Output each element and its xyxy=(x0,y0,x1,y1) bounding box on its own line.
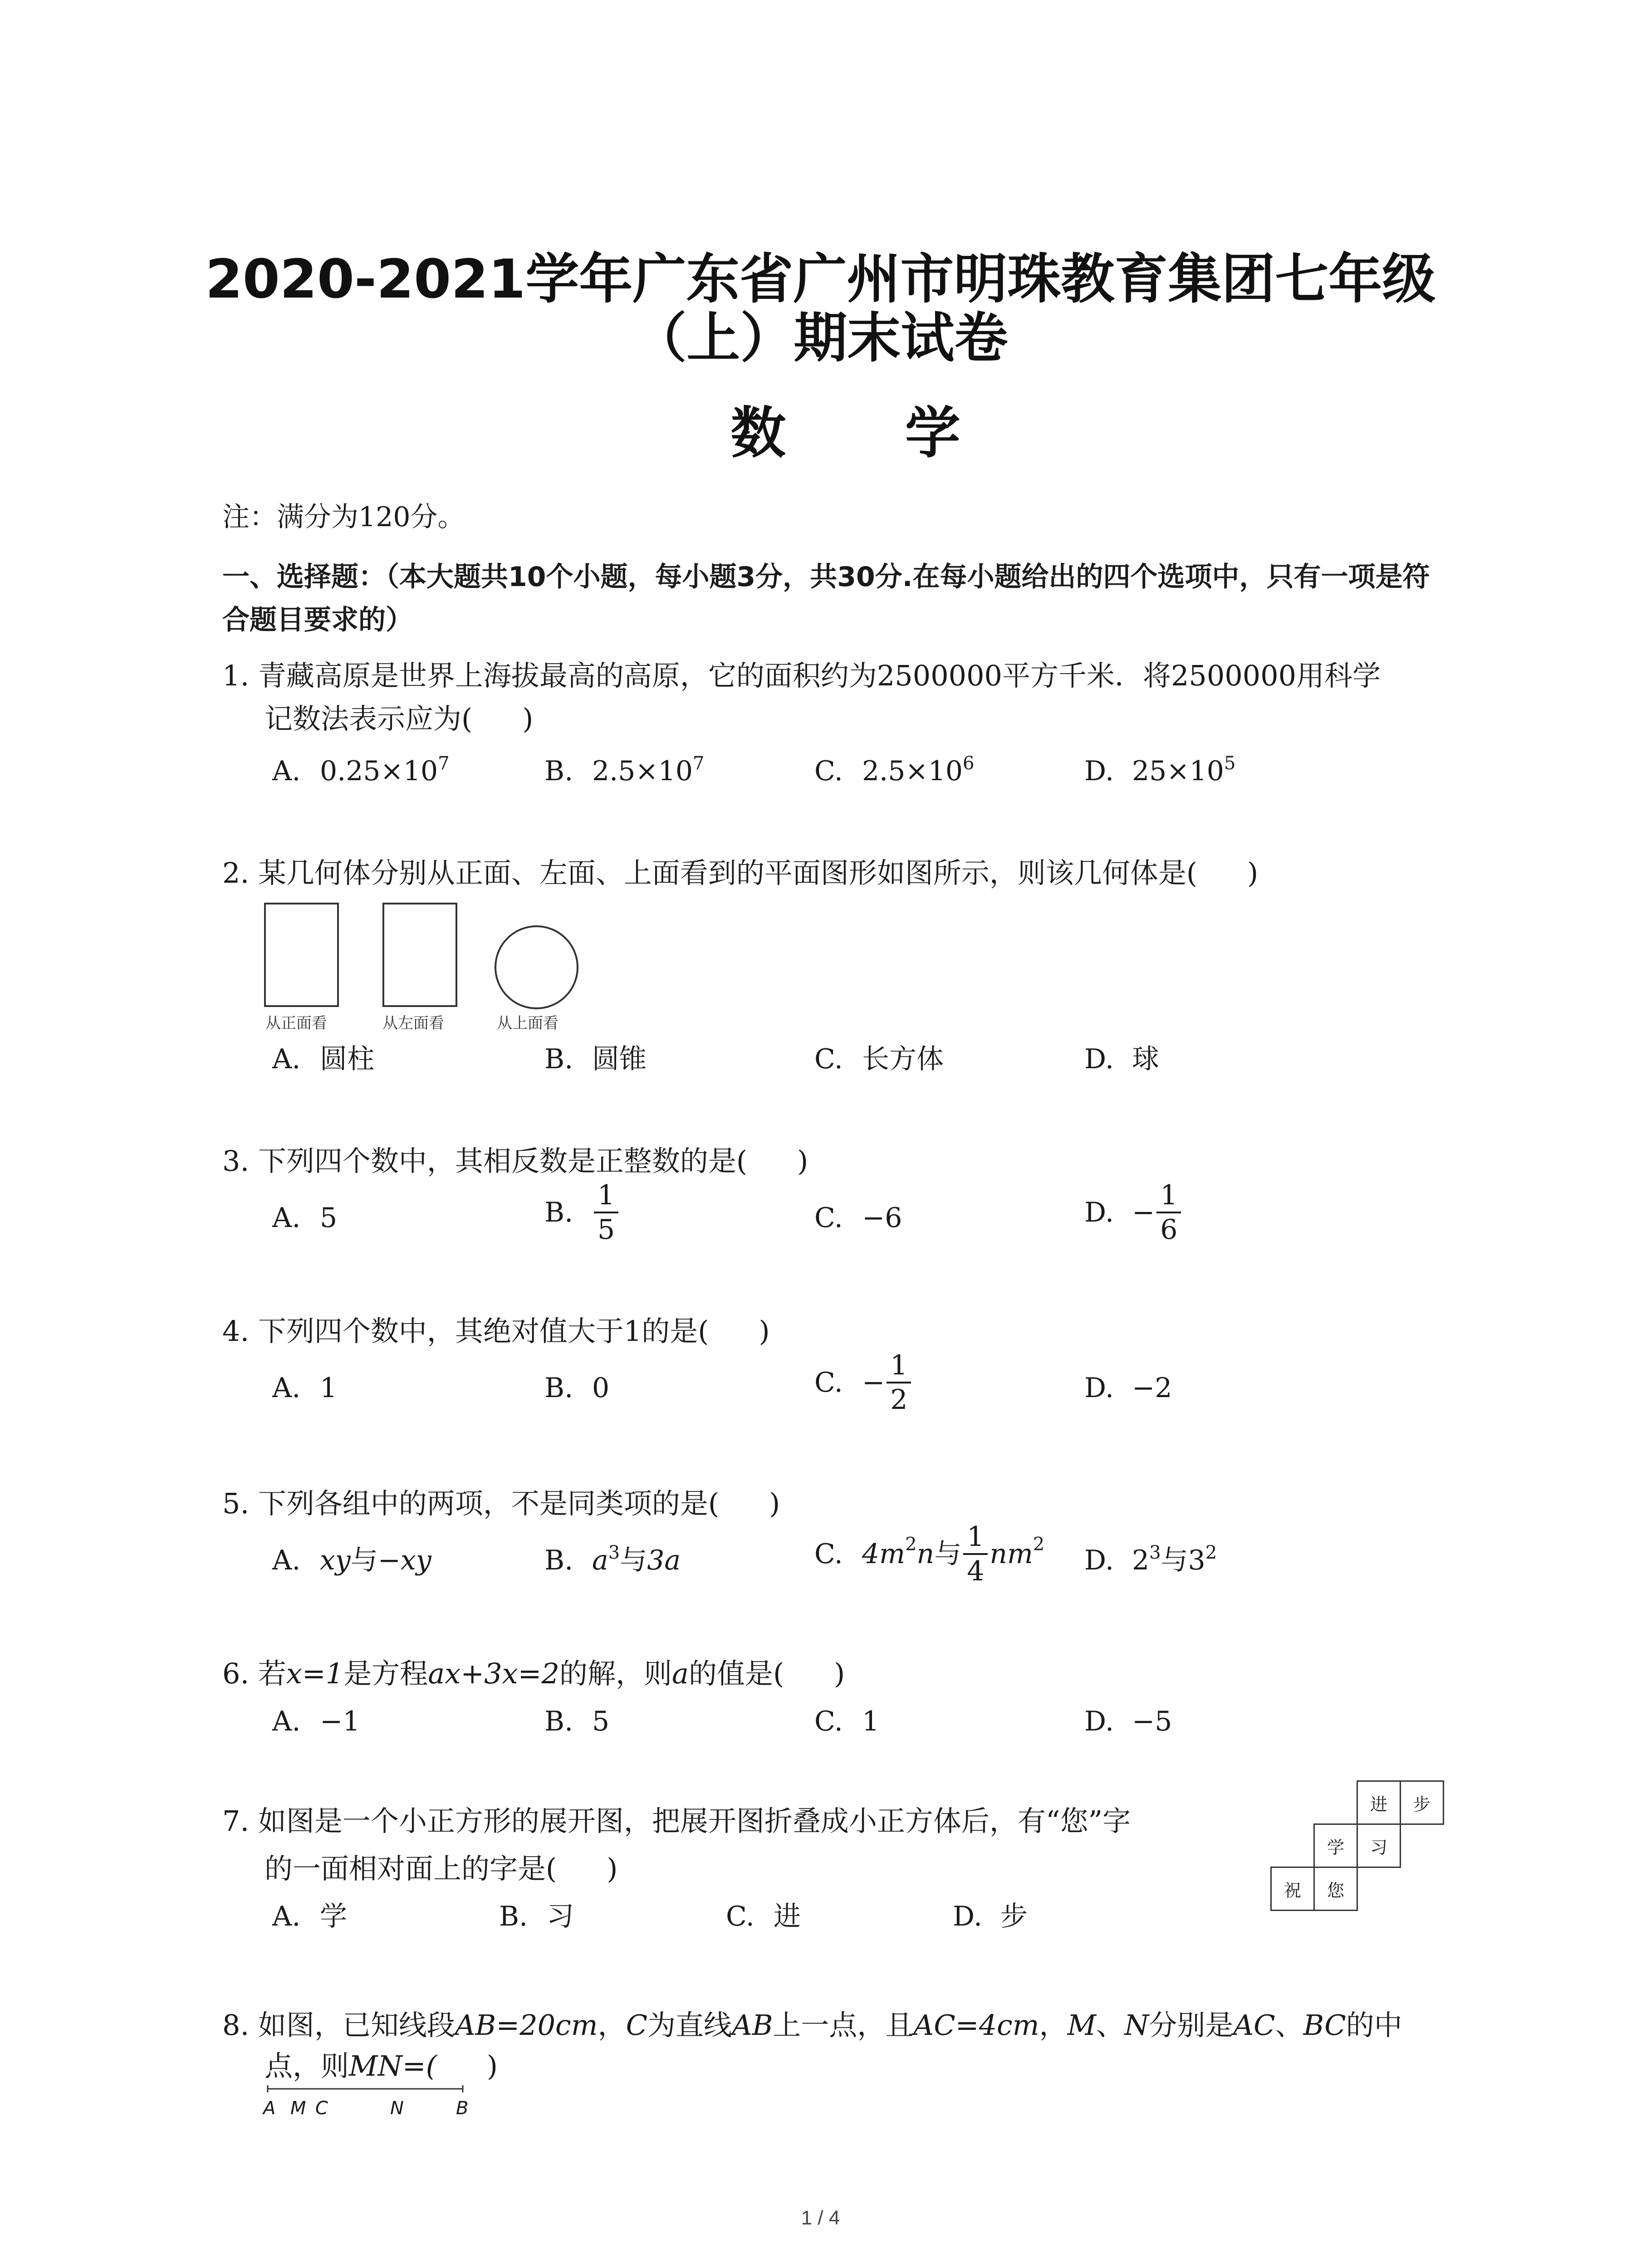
q1-stem-line2: 记数法表示应为( ) xyxy=(265,702,534,735)
net-cell-bu: 步 xyxy=(1400,1780,1444,1825)
q1-option-c: C. $2.5\times 10^6$ xyxy=(814,753,975,787)
q6-option-b: B. 5 xyxy=(544,1706,610,1737)
subject-heading: 数 学 xyxy=(730,401,1010,465)
left-view-rectangle xyxy=(382,903,457,1007)
net-cell-zhu: 祝 xyxy=(1270,1867,1315,1911)
front-view-rectangle xyxy=(264,903,339,1007)
q6-stem: 6. 若x=1是方程ax+3x=2的解，则a的值是( ) xyxy=(222,1657,845,1690)
left-view-label: 从左面看 xyxy=(382,1014,444,1032)
section-heading: 一、选择题：（本大题共10个小题，每小题3分，共30分.在每小题给出的四个选项中，只有一项是符合题目要求的） xyxy=(222,561,1430,636)
q4-stem: 4. 下列四个数中，其绝对值大于1的是( ) xyxy=(222,1315,770,1348)
point-n-label: N xyxy=(390,2098,404,2119)
q7-option-c: C. 进 xyxy=(726,1901,801,1932)
q3-stem: 3. 下列四个数中，其相反数是正整数的是( ) xyxy=(222,1144,808,1178)
q6-option-c: C. 1 xyxy=(814,1706,880,1737)
q5-option-b: B. $a^3$与3a xyxy=(544,1542,681,1576)
q3-option-b: B. $\frac{1}{5}$ xyxy=(544,1182,620,1243)
net-cell-xi: 习 xyxy=(1357,1823,1401,1868)
q4-option-c: C. − $\frac{1}{2}$ xyxy=(814,1352,913,1413)
q3-option-c: C. −6 xyxy=(814,1202,902,1234)
net-cell-xue: 学 xyxy=(1313,1823,1358,1868)
point-c-label: C xyxy=(315,2098,328,2119)
q2-option-b: B. 圆锥 xyxy=(544,1043,647,1075)
q6-option-d: D. −5 xyxy=(1084,1706,1172,1737)
net-cell-jin: 进 xyxy=(1357,1780,1401,1825)
point-b-label: B xyxy=(456,2098,469,2119)
q1-stem-line1: 1. 青藏高原是世界上海拔最高的高原，它的面积约为2500000平方千米．将2500000用科学 xyxy=(222,659,1381,692)
q5-option-d: D. $2^3$与$3^2$ xyxy=(1084,1542,1217,1576)
q3-option-a: A. 5 xyxy=(272,1202,338,1234)
q8-stem-line2: 点，则MN=( ) xyxy=(265,2049,498,2082)
q2-stem: 2. 某几何体分别从正面、左面、上面看到的平面图形如图所示，则该几何体是( ) xyxy=(222,856,1259,890)
q4-option-b: B. 0 xyxy=(544,1372,610,1404)
page-number: 1 / 4 xyxy=(801,2207,840,2229)
q2-option-d: D. 球 xyxy=(1084,1043,1159,1075)
q5-stem: 5. 下列各组中的两项，不是同类项的是( ) xyxy=(222,1487,780,1520)
exam-title-line1: 2020-2021学年广东省广州市明珠教育集团七年级 xyxy=(205,248,1436,310)
q8-stem-line1: 8. 如图，已知线段AB=20cm，C为直线AB上一点，且AC=4cm，M、N分别是AC、BC的中 xyxy=(222,2009,1402,2042)
q2-option-c: C. 长方体 xyxy=(814,1043,944,1075)
q7-option-a: A. 学 xyxy=(272,1901,347,1932)
exam-title-line2: （上）期末试卷 xyxy=(633,307,1008,369)
q1-option-a: A. $0.25\times 10^7$ xyxy=(272,753,450,787)
q7-stem-line1: 7. 如图是一个小正方形的展开图，把展开图折叠成小正方体后，有“您”字 xyxy=(222,1804,1131,1838)
point-a-label: A xyxy=(263,2098,276,2119)
q7-option-b: B. 习 xyxy=(499,1901,574,1932)
q1-option-d: D. $25\times 10^5$ xyxy=(1084,753,1236,787)
line-segment-figure xyxy=(259,2080,476,2098)
front-view-label: 从正面看 xyxy=(265,1014,327,1032)
q2-option-a: A. 圆柱 xyxy=(272,1043,374,1075)
point-m-label: M xyxy=(290,2098,306,2119)
q5-option-c: C. $4m^2n$与 $\frac{1}{4}$ $nm^2$ xyxy=(814,1521,1045,1587)
top-view-label: 从上面看 xyxy=(497,1014,558,1032)
cube-net-figure xyxy=(1248,1780,1438,1930)
q6-option-a: A. −1 xyxy=(272,1706,360,1737)
q3-option-d: D. − $\frac{1}{6}$ xyxy=(1084,1182,1183,1243)
q5-option-a: A. xy与−xy xyxy=(272,1545,431,1576)
top-view-circle xyxy=(495,925,578,1009)
q7-option-d: D. 步 xyxy=(953,1901,1028,1932)
q4-option-d: D. −2 xyxy=(1084,1372,1172,1404)
score-note: 注：满分为120分。 xyxy=(222,501,465,533)
q4-option-a: A. 1 xyxy=(272,1372,338,1404)
q7-stem-line2: 的一面相对面上的字是( ) xyxy=(265,1852,618,1885)
q1-option-b: B. $2.5\times 10^7$ xyxy=(544,753,705,787)
net-cell-nin: 您 xyxy=(1313,1867,1358,1911)
